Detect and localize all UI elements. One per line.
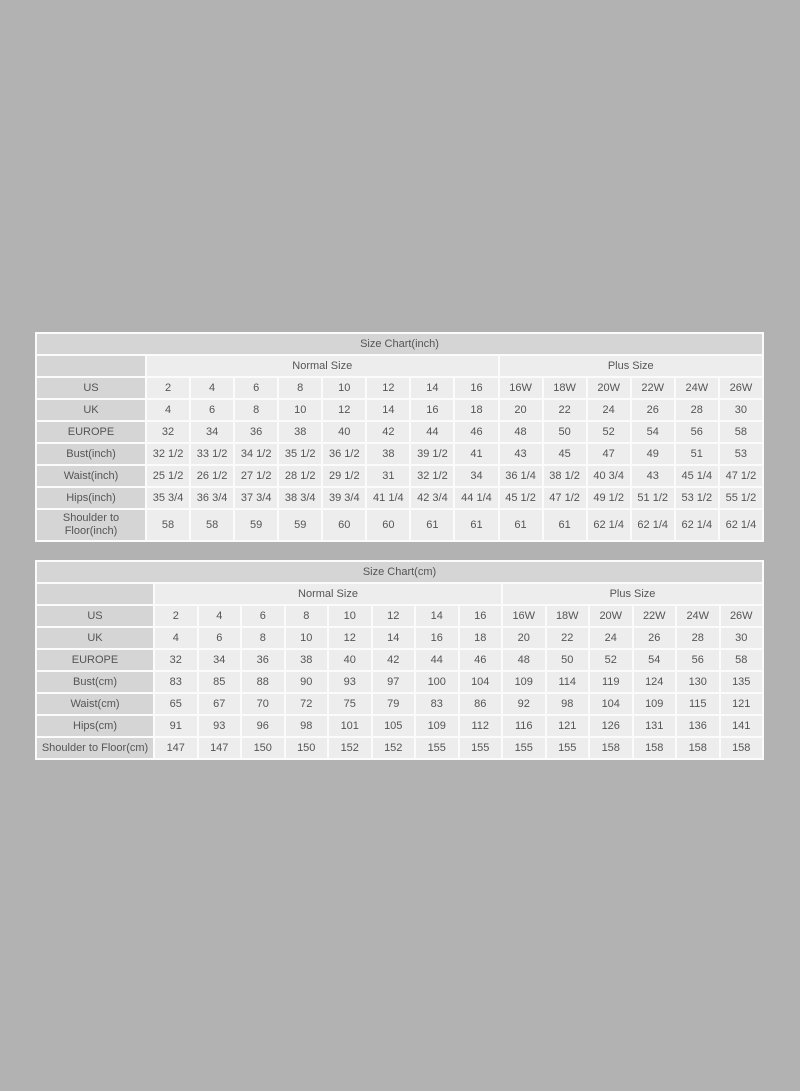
- size-cell: 28: [676, 400, 718, 420]
- size-cell: 10: [329, 606, 371, 626]
- size-cell: 16: [455, 378, 497, 398]
- size-cell: 36: [235, 422, 277, 442]
- size-cell: 14: [367, 400, 409, 420]
- size-cell: 100: [416, 672, 458, 692]
- size-cell: 12: [329, 628, 371, 648]
- size-cell: 22: [544, 400, 586, 420]
- size-cell: 45: [544, 444, 586, 464]
- size-cell: 24W: [676, 378, 718, 398]
- size-cell: 36 3/4: [191, 488, 233, 508]
- size-cell: 60: [323, 510, 365, 540]
- size-cell: 62 1/4: [676, 510, 718, 540]
- size-cell: 22: [547, 628, 589, 648]
- size-cell: 135: [721, 672, 763, 692]
- size-cell: 65: [155, 694, 197, 714]
- size-cell: 12: [373, 606, 415, 626]
- size-cell: 42: [373, 650, 415, 670]
- size-cell: 158: [590, 738, 632, 758]
- row-label: UK: [37, 628, 153, 648]
- size-cell: 31: [367, 466, 409, 486]
- size-cell: 60: [367, 510, 409, 540]
- size-cell: 12: [323, 400, 365, 420]
- size-cell: 150: [286, 738, 328, 758]
- size-cell: 105: [373, 716, 415, 736]
- size-cell: 150: [242, 738, 284, 758]
- size-cell: 88: [242, 672, 284, 692]
- size-cell: 40: [329, 650, 371, 670]
- size-cell: 34: [455, 466, 497, 486]
- size-cell: 38: [286, 650, 328, 670]
- size-cell: 26: [634, 628, 676, 648]
- size-cell: 24: [588, 400, 630, 420]
- size-cell: 16: [411, 400, 453, 420]
- size-cell: 32 1/2: [411, 466, 453, 486]
- size-cell: 54: [632, 422, 674, 442]
- size-cell: 10: [286, 628, 328, 648]
- size-cell: 26W: [721, 606, 763, 626]
- table-row: [37, 650, 762, 670]
- size-cell: 14: [416, 606, 458, 626]
- size-cell: 2: [147, 378, 189, 398]
- size-cell: 34: [191, 422, 233, 442]
- row-label: Bust(inch): [37, 444, 145, 464]
- row-label: Bust(cm): [37, 672, 153, 692]
- size-cell: 51 1/2: [632, 488, 674, 508]
- size-cell: 158: [721, 738, 763, 758]
- size-cell: 47 1/2: [720, 466, 762, 486]
- size-cell: 97: [373, 672, 415, 692]
- size-cell: 116: [503, 716, 545, 736]
- size-cell: 91: [155, 716, 197, 736]
- size-cell: 22W: [632, 378, 674, 398]
- size-cell: 49 1/2: [588, 488, 630, 508]
- size-cell: 126: [590, 716, 632, 736]
- size-chart-inch-table: [35, 332, 764, 542]
- group-header-row: [37, 356, 762, 376]
- table-row: [37, 716, 762, 736]
- size-cell: 58: [147, 510, 189, 540]
- size-cell: 115: [677, 694, 719, 714]
- size-cell: 4: [155, 628, 197, 648]
- size-cell: 53: [720, 444, 762, 464]
- size-cell: 6: [235, 378, 277, 398]
- row-label: Shoulder to Floor(cm): [37, 738, 153, 758]
- row-label: UK: [37, 400, 145, 420]
- size-table: [35, 332, 764, 542]
- size-cell: 14: [411, 378, 453, 398]
- size-cell: 32 1/2: [147, 444, 189, 464]
- size-cell: 6: [242, 606, 284, 626]
- row-label: Shoulder to Floor(inch): [37, 510, 145, 540]
- size-cell: 61: [544, 510, 586, 540]
- size-cell: 20: [503, 628, 545, 648]
- size-cell: 16W: [503, 606, 545, 626]
- size-cell: 62 1/4: [588, 510, 630, 540]
- size-cell: 54: [634, 650, 676, 670]
- size-chart-cm-table: [35, 560, 764, 760]
- size-cell: 28 1/2: [279, 466, 321, 486]
- row-label: Waist(cm): [37, 694, 153, 714]
- size-cell: 86: [460, 694, 502, 714]
- size-cell: 26W: [720, 378, 762, 398]
- size-cell: 6: [199, 628, 241, 648]
- size-cell: 130: [677, 672, 719, 692]
- size-cell: 8: [279, 378, 321, 398]
- size-cell: 30: [721, 628, 763, 648]
- row-label: Waist(inch): [37, 466, 145, 486]
- size-cell: 43: [500, 444, 542, 464]
- size-cell: 12: [367, 378, 409, 398]
- size-cell: 43: [632, 466, 674, 486]
- size-cell: 112: [460, 716, 502, 736]
- size-cell: 53 1/2: [676, 488, 718, 508]
- size-cell: 50: [547, 650, 589, 670]
- table-row: [37, 694, 762, 714]
- size-cell: 18: [455, 400, 497, 420]
- size-cell: 61: [500, 510, 542, 540]
- size-cell: 14: [373, 628, 415, 648]
- size-cell: 24W: [677, 606, 719, 626]
- size-cell: 38 3/4: [279, 488, 321, 508]
- size-cell: 8: [286, 606, 328, 626]
- size-cell: 101: [329, 716, 371, 736]
- size-cell: 58: [720, 422, 762, 442]
- size-cell: 40: [323, 422, 365, 442]
- size-cell: 36 1/4: [500, 466, 542, 486]
- size-cell: 18W: [547, 606, 589, 626]
- size-cell: 41: [455, 444, 497, 464]
- size-cell: 4: [199, 606, 241, 626]
- size-cell: 61: [411, 510, 453, 540]
- size-cell: 155: [416, 738, 458, 758]
- size-cell: 32: [147, 422, 189, 442]
- size-cell: 8: [235, 400, 277, 420]
- size-cell: 20W: [590, 606, 632, 626]
- size-cell: 30: [720, 400, 762, 420]
- size-cell: 39 1/2: [411, 444, 453, 464]
- size-cell: 4: [147, 400, 189, 420]
- size-cell: 42 3/4: [411, 488, 453, 508]
- size-cell: 67: [199, 694, 241, 714]
- chart-title: Size Chart(inch): [37, 334, 762, 354]
- size-cell: 52: [590, 650, 632, 670]
- size-cell: 16: [460, 606, 502, 626]
- row-label: EUROPE: [37, 650, 153, 670]
- size-cell: 58: [191, 510, 233, 540]
- size-cell: 109: [416, 716, 458, 736]
- size-cell: 36: [242, 650, 284, 670]
- size-cell: 44: [411, 422, 453, 442]
- table-row: [37, 422, 762, 442]
- size-cell: 61: [455, 510, 497, 540]
- size-cell: 48: [500, 422, 542, 442]
- size-cell: 45 1/2: [500, 488, 542, 508]
- size-cell: 98: [547, 694, 589, 714]
- size-cell: 114: [547, 672, 589, 692]
- size-cell: 44: [416, 650, 458, 670]
- table-title-row: [37, 334, 762, 354]
- size-cell: 20W: [588, 378, 630, 398]
- size-cell: 26: [632, 400, 674, 420]
- size-cell: 46: [455, 422, 497, 442]
- table-row: [37, 378, 762, 398]
- size-cell: 10: [323, 378, 365, 398]
- size-cell: 104: [460, 672, 502, 692]
- size-cell: 85: [199, 672, 241, 692]
- table-row: [37, 488, 762, 508]
- size-cell: 34: [199, 650, 241, 670]
- size-cell: 27 1/2: [235, 466, 277, 486]
- corner-cell: [37, 356, 145, 376]
- size-cell: 93: [329, 672, 371, 692]
- size-cell: 47 1/2: [544, 488, 586, 508]
- size-cell: 36 1/2: [323, 444, 365, 464]
- size-cell: 98: [286, 716, 328, 736]
- size-cell: 62 1/4: [720, 510, 762, 540]
- table-row: [37, 400, 762, 420]
- size-cell: 10: [279, 400, 321, 420]
- size-cell: 33 1/2: [191, 444, 233, 464]
- size-cell: 44 1/4: [455, 488, 497, 508]
- size-cell: 16: [416, 628, 458, 648]
- table-row: [37, 444, 762, 464]
- size-cell: 51: [676, 444, 718, 464]
- group-header-row: [37, 584, 762, 604]
- size-cell: 90: [286, 672, 328, 692]
- group-header-plus-size: Plus Size: [503, 584, 762, 604]
- size-cell: 40 3/4: [588, 466, 630, 486]
- row-label: US: [37, 378, 145, 398]
- table-row: [37, 510, 762, 540]
- size-cell: 155: [460, 738, 502, 758]
- table-row: [37, 738, 762, 758]
- size-cell: 92: [503, 694, 545, 714]
- size-cell: 50: [544, 422, 586, 442]
- size-cell: 2: [155, 606, 197, 626]
- size-cell: 104: [590, 694, 632, 714]
- size-cell: 155: [503, 738, 545, 758]
- size-table: [35, 560, 764, 760]
- size-cell: 58: [721, 650, 763, 670]
- size-cell: 70: [242, 694, 284, 714]
- size-cell: 147: [155, 738, 197, 758]
- size-cell: 59: [235, 510, 277, 540]
- size-cell: 8: [242, 628, 284, 648]
- size-cell: 4: [191, 378, 233, 398]
- size-cell: 47: [588, 444, 630, 464]
- size-cell: 158: [634, 738, 676, 758]
- table-row: [37, 628, 762, 648]
- size-cell: 48: [503, 650, 545, 670]
- size-cell: 158: [677, 738, 719, 758]
- size-cell: 46: [460, 650, 502, 670]
- row-label: US: [37, 606, 153, 626]
- size-cell: 109: [503, 672, 545, 692]
- corner-cell: [37, 584, 153, 604]
- size-cell: 55 1/2: [720, 488, 762, 508]
- row-label: EUROPE: [37, 422, 145, 442]
- row-label: Hips(cm): [37, 716, 153, 736]
- size-cell: 26 1/2: [191, 466, 233, 486]
- size-cell: 75: [329, 694, 371, 714]
- size-cell: 83: [155, 672, 197, 692]
- size-cell: 24: [590, 628, 632, 648]
- group-header-normal-size: Normal Size: [147, 356, 498, 376]
- table-row: [37, 466, 762, 486]
- group-header-plus-size: Plus Size: [500, 356, 763, 376]
- table-row: [37, 606, 762, 626]
- size-cell: 22W: [634, 606, 676, 626]
- size-cell: 49: [632, 444, 674, 464]
- size-cell: 16W: [500, 378, 542, 398]
- size-cell: 59: [279, 510, 321, 540]
- size-cell: 41 1/4: [367, 488, 409, 508]
- size-cell: 136: [677, 716, 719, 736]
- size-cell: 119: [590, 672, 632, 692]
- size-cell: 45 1/4: [676, 466, 718, 486]
- group-header-normal-size: Normal Size: [155, 584, 501, 604]
- size-cell: 141: [721, 716, 763, 736]
- size-cell: 38: [279, 422, 321, 442]
- size-cell: 38: [367, 444, 409, 464]
- size-cell: 155: [547, 738, 589, 758]
- size-cell: 121: [547, 716, 589, 736]
- size-cell: 34 1/2: [235, 444, 277, 464]
- size-cell: 152: [329, 738, 371, 758]
- size-cell: 37 3/4: [235, 488, 277, 508]
- size-cell: 56: [677, 650, 719, 670]
- row-label: Hips(inch): [37, 488, 145, 508]
- size-cell: 152: [373, 738, 415, 758]
- size-cell: 28: [677, 628, 719, 648]
- size-cell: 147: [199, 738, 241, 758]
- chart-title: Size Chart(cm): [37, 562, 762, 582]
- table-title-row: [37, 562, 762, 582]
- size-cell: 131: [634, 716, 676, 736]
- size-cell: 39 3/4: [323, 488, 365, 508]
- size-cell: 72: [286, 694, 328, 714]
- size-cell: 18W: [544, 378, 586, 398]
- size-cell: 93: [199, 716, 241, 736]
- size-cell: 79: [373, 694, 415, 714]
- size-cell: 38 1/2: [544, 466, 586, 486]
- size-cell: 29 1/2: [323, 466, 365, 486]
- size-cell: 124: [634, 672, 676, 692]
- table-row: [37, 672, 762, 692]
- size-cell: 6: [191, 400, 233, 420]
- size-cell: 109: [634, 694, 676, 714]
- size-cell: 42: [367, 422, 409, 442]
- size-cell: 83: [416, 694, 458, 714]
- size-cell: 25 1/2: [147, 466, 189, 486]
- size-cell: 35 1/2: [279, 444, 321, 464]
- size-cell: 121: [721, 694, 763, 714]
- size-cell: 32: [155, 650, 197, 670]
- size-cell: 52: [588, 422, 630, 442]
- size-cell: 35 3/4: [147, 488, 189, 508]
- size-cell: 96: [242, 716, 284, 736]
- size-cell: 18: [460, 628, 502, 648]
- size-cell: 20: [500, 400, 542, 420]
- size-cell: 62 1/4: [632, 510, 674, 540]
- size-cell: 56: [676, 422, 718, 442]
